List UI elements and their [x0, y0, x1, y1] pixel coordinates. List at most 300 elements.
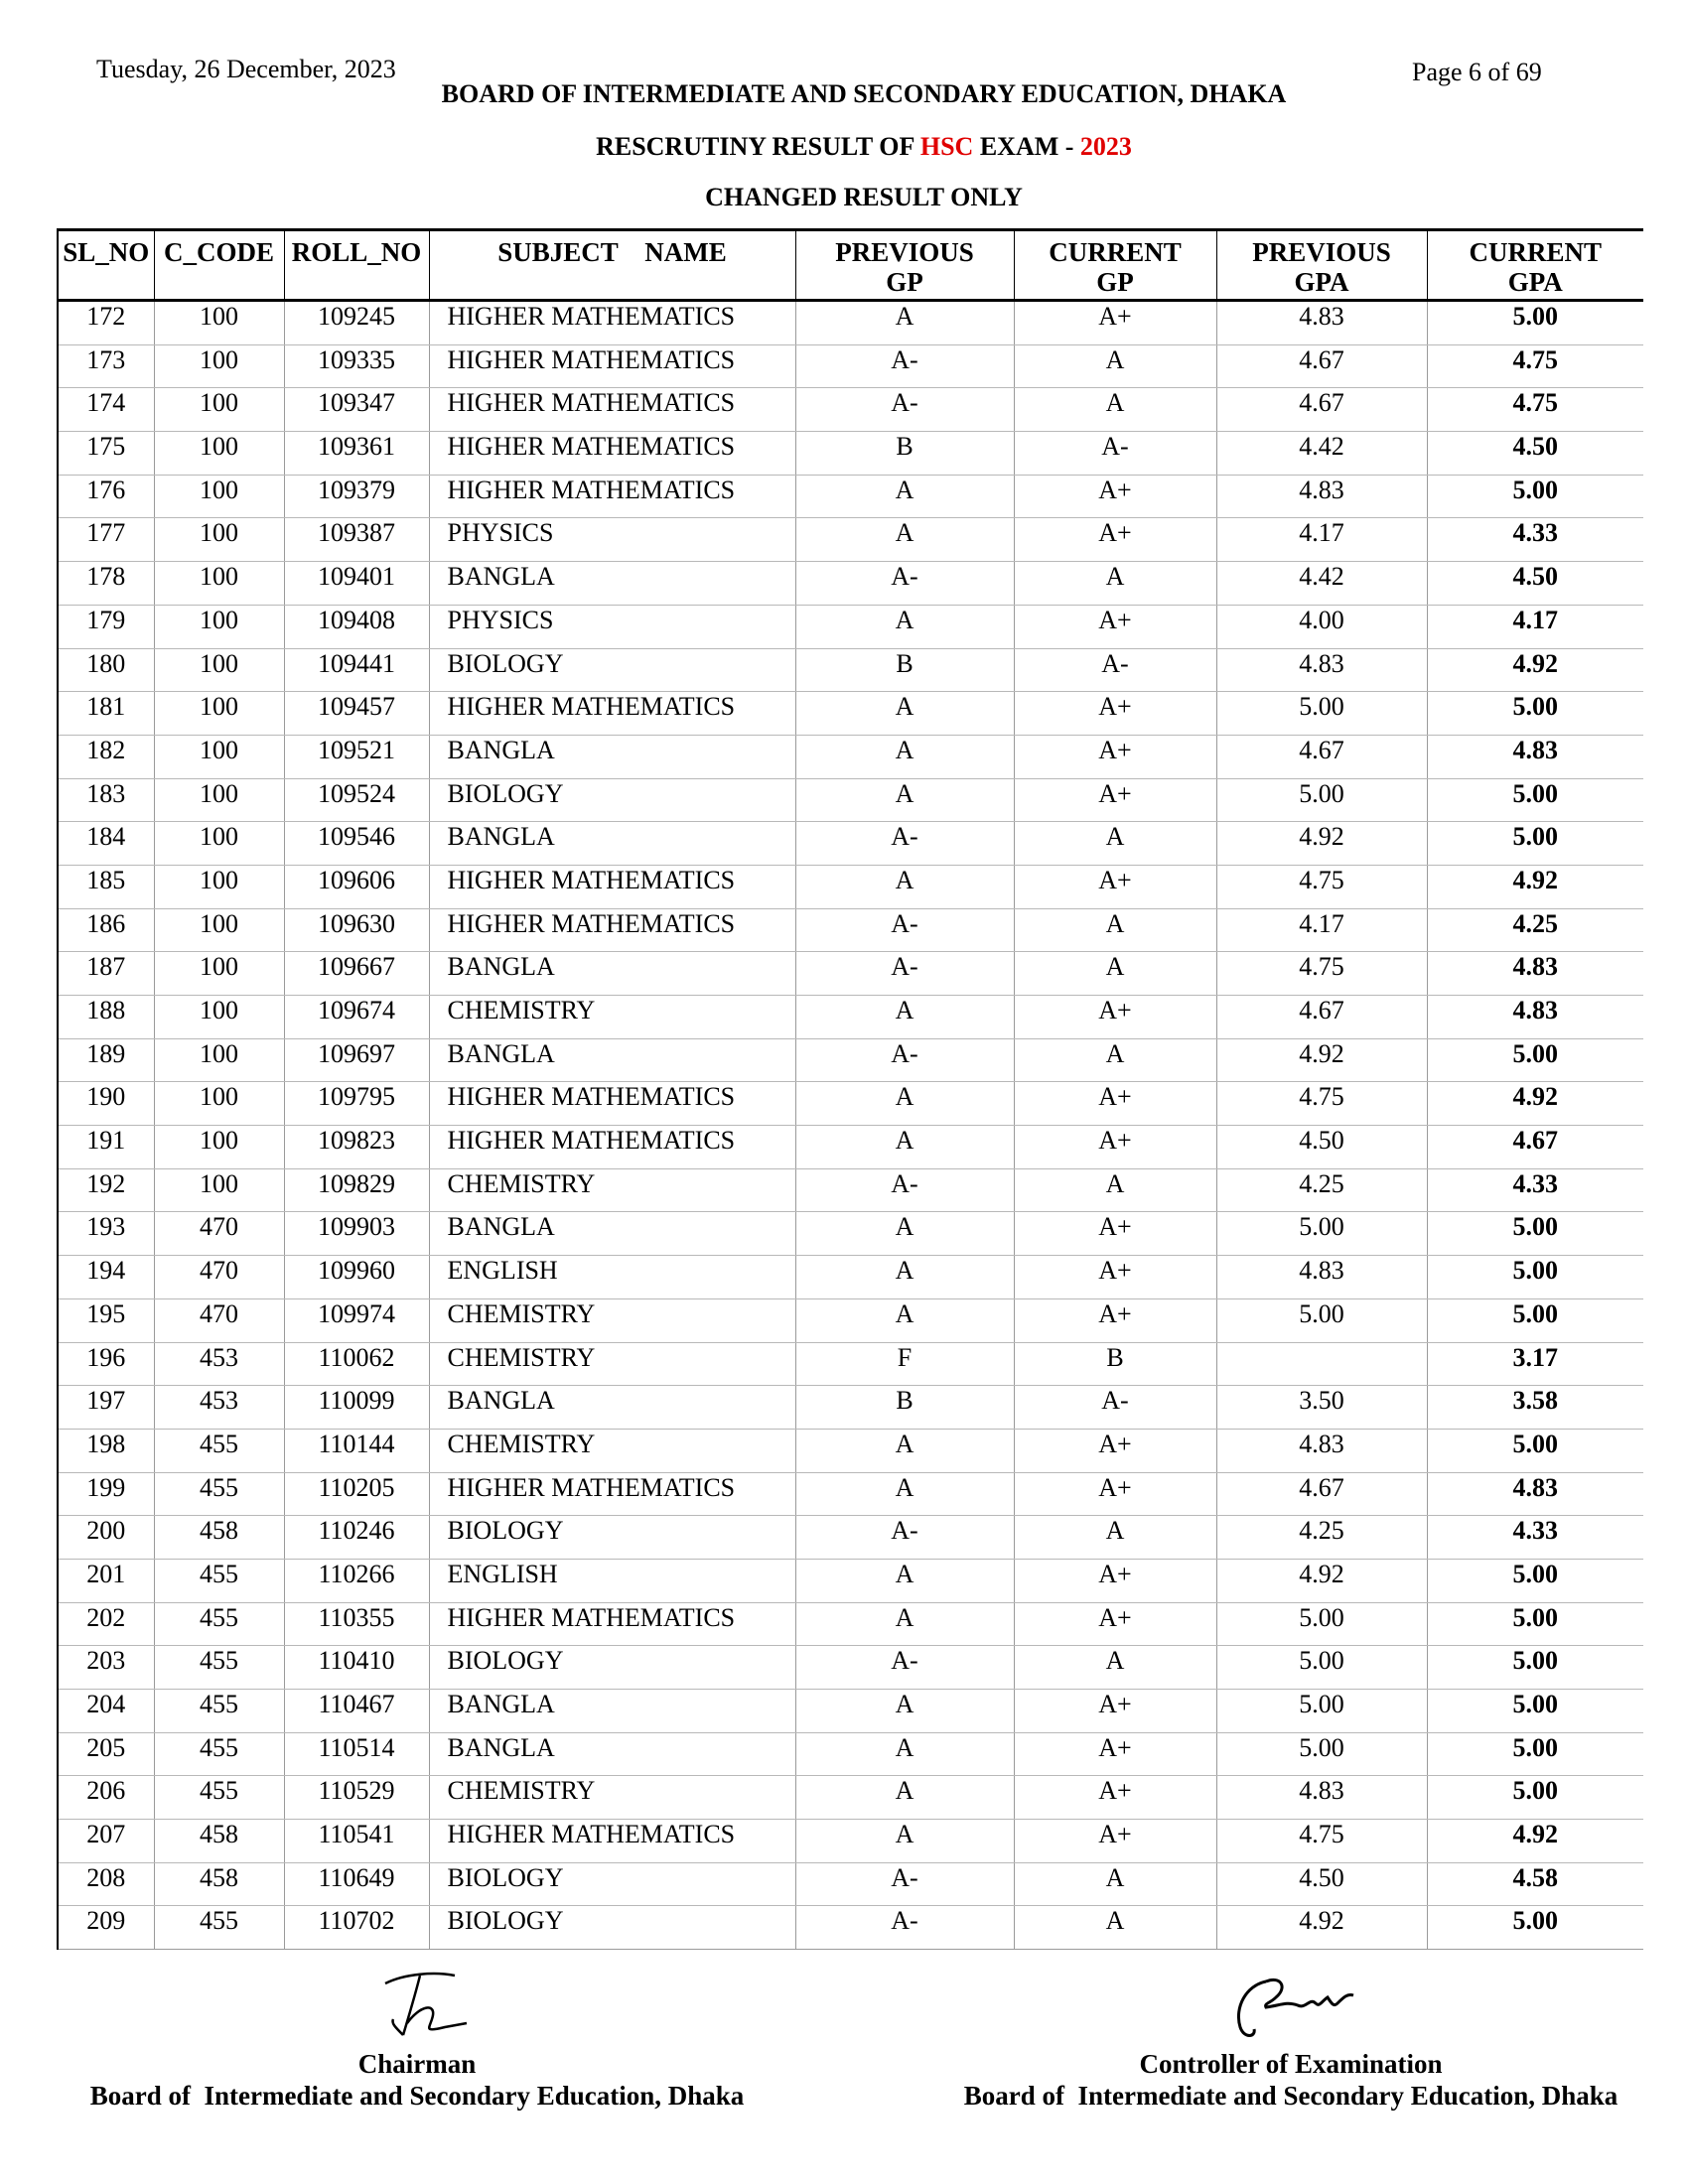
cell-current-gp: A+ [1014, 865, 1216, 908]
cell-roll-no: 109823 [284, 1126, 429, 1169]
cell-previous-gp: A [795, 1602, 1014, 1646]
cell-roll-no: 109974 [284, 1298, 429, 1342]
cell-previous-gp: B [795, 1386, 1014, 1430]
table-row [58, 1776, 1643, 1820]
cell-sl-no: 180 [58, 648, 154, 692]
cell-roll-no: 110355 [284, 1602, 429, 1646]
table-row [58, 562, 1643, 606]
col-header-subject-name: SUBJECT NAME [429, 230, 795, 301]
header-line: GPA [1507, 267, 1563, 297]
cell-sl-no: 209 [58, 1906, 154, 1950]
cell-subject-name: PHYSICS [429, 518, 795, 562]
cell-previous-gpa: 3.50 [1216, 1386, 1427, 1430]
cell-current-gpa: 4.33 [1427, 518, 1643, 562]
cell-sl-no: 188 [58, 996, 154, 1039]
cell-previous-gpa: 4.25 [1216, 1168, 1427, 1212]
cell-previous-gp: A- [795, 908, 1014, 952]
cell-previous-gpa: 4.67 [1216, 388, 1427, 432]
cell-previous-gpa: 4.42 [1216, 562, 1427, 606]
cell-previous-gpa: 4.50 [1216, 1862, 1427, 1906]
cell-subject-name: BIOLOGY [429, 1862, 795, 1906]
cell-sl-no: 196 [58, 1342, 154, 1386]
cell-previous-gp: A- [795, 1038, 1014, 1082]
table-row [58, 388, 1643, 432]
table-row [58, 1646, 1643, 1690]
cell-subject-name: HIGHER MATHEMATICS [429, 1126, 795, 1169]
table-row [58, 1472, 1643, 1516]
cell-roll-no: 110529 [284, 1776, 429, 1820]
cell-sl-no: 197 [58, 1386, 154, 1430]
chairman-signature [365, 1966, 475, 2045]
cell-c-code: 453 [154, 1386, 284, 1430]
cell-current-gp: A+ [1014, 1472, 1216, 1516]
cell-sl-no: 201 [58, 1559, 154, 1602]
table-row [58, 1906, 1643, 1950]
table-row [58, 1690, 1643, 1733]
cell-current-gpa: 4.75 [1427, 388, 1643, 432]
cell-current-gp: A [1014, 1646, 1216, 1690]
cell-previous-gpa: 5.00 [1216, 1732, 1427, 1776]
cell-current-gp: A [1014, 952, 1216, 996]
cell-subject-name: BANGLA [429, 562, 795, 606]
cell-current-gp: A [1014, 822, 1216, 866]
table-row [58, 865, 1643, 908]
cell-previous-gp: F [795, 1342, 1014, 1386]
cell-subject-name: BANGLA [429, 1038, 795, 1082]
cell-sl-no: 191 [58, 1126, 154, 1169]
cell-roll-no: 110514 [284, 1732, 429, 1776]
cell-current-gpa: 3.58 [1427, 1386, 1643, 1430]
cell-sl-no: 207 [58, 1820, 154, 1863]
cell-roll-no: 109245 [284, 301, 429, 345]
cell-sl-no: 204 [58, 1690, 154, 1733]
cell-current-gp: A [1014, 1906, 1216, 1950]
table-row [58, 432, 1643, 476]
controller-title: Controller of Examination [1139, 2049, 1443, 2079]
cell-sl-no: 202 [58, 1602, 154, 1646]
cell-previous-gpa: 4.75 [1216, 1820, 1427, 1863]
page-number: Page 6 of 69 [1412, 58, 1542, 86]
cell-current-gp: A+ [1014, 1559, 1216, 1602]
cell-roll-no: 109960 [284, 1256, 429, 1299]
cell-sl-no: 190 [58, 1082, 154, 1126]
cell-subject-name: BANGLA [429, 1690, 795, 1733]
cell-current-gpa: 4.50 [1427, 562, 1643, 606]
col-header-sl-no: SL_NO [58, 230, 154, 301]
cell-current-gpa: 3.17 [1427, 1342, 1643, 1386]
cell-c-code: 455 [154, 1559, 284, 1602]
table-row [58, 908, 1643, 952]
header-line: GPA [1294, 267, 1349, 297]
cell-roll-no: 109697 [284, 1038, 429, 1082]
cell-current-gp: A+ [1014, 1820, 1216, 1863]
cell-c-code: 458 [154, 1862, 284, 1906]
cell-subject-name: BIOLOGY [429, 1906, 795, 1950]
cell-previous-gp: A- [795, 1862, 1014, 1906]
header-line: GP [1096, 267, 1134, 297]
cell-roll-no: 109667 [284, 952, 429, 996]
cell-sl-no: 177 [58, 518, 154, 562]
cell-subject-name: BANGLA [429, 735, 795, 778]
cell-roll-no: 109441 [284, 648, 429, 692]
table-row [58, 1386, 1643, 1430]
cell-current-gpa: 5.00 [1427, 1256, 1643, 1299]
cell-sl-no: 193 [58, 1212, 154, 1256]
header-line: CURRENT [1469, 237, 1602, 267]
cell-sl-no: 194 [58, 1256, 154, 1299]
cell-current-gp: A+ [1014, 518, 1216, 562]
col-header-previous-gp [795, 230, 1014, 301]
cell-sl-no: 189 [58, 1038, 154, 1082]
cell-subject-name: BIOLOGY [429, 648, 795, 692]
cell-roll-no: 110467 [284, 1690, 429, 1733]
cell-previous-gpa: 4.17 [1216, 908, 1427, 952]
cell-sl-no: 178 [58, 562, 154, 606]
cell-current-gpa: 4.25 [1427, 908, 1643, 952]
cell-sl-no: 199 [58, 1472, 154, 1516]
cell-sl-no: 174 [58, 388, 154, 432]
cell-subject-name: HIGHER MATHEMATICS [429, 1472, 795, 1516]
cell-previous-gpa: 4.83 [1216, 1256, 1427, 1299]
cell-sl-no: 185 [58, 865, 154, 908]
cell-subject-name: HIGHER MATHEMATICS [429, 1082, 795, 1126]
cell-current-gpa: 5.00 [1427, 1906, 1643, 1950]
cell-previous-gpa: 5.00 [1216, 1646, 1427, 1690]
cell-c-code: 455 [154, 1472, 284, 1516]
cell-current-gp: A [1014, 1168, 1216, 1212]
cell-current-gpa: 4.50 [1427, 432, 1643, 476]
cell-current-gpa: 4.83 [1427, 735, 1643, 778]
cell-subject-name: HIGHER MATHEMATICS [429, 865, 795, 908]
cell-c-code: 455 [154, 1429, 284, 1472]
cell-current-gpa: 4.92 [1427, 648, 1643, 692]
cell-previous-gpa: 5.00 [1216, 778, 1427, 822]
cell-previous-gpa: 5.00 [1216, 1212, 1427, 1256]
table-row [58, 1862, 1643, 1906]
cell-previous-gpa: 4.83 [1216, 301, 1427, 345]
cell-roll-no: 110266 [284, 1559, 429, 1602]
col-header-previous-gpa [1216, 230, 1427, 301]
cell-current-gp: A+ [1014, 1082, 1216, 1126]
cell-current-gp: A+ [1014, 1126, 1216, 1169]
cell-previous-gpa: 4.83 [1216, 475, 1427, 518]
cell-current-gp: A [1014, 1862, 1216, 1906]
table-row [58, 822, 1643, 866]
cell-previous-gpa: 4.17 [1216, 518, 1427, 562]
table-row [58, 1038, 1643, 1082]
cell-roll-no: 109335 [284, 344, 429, 388]
cell-previous-gp: A- [795, 1906, 1014, 1950]
cell-previous-gpa: 4.75 [1216, 952, 1427, 996]
cell-c-code: 470 [154, 1298, 284, 1342]
cell-previous-gp: B [795, 432, 1014, 476]
cell-sl-no: 186 [58, 908, 154, 952]
cell-current-gp: A+ [1014, 301, 1216, 345]
cell-previous-gp: A [795, 778, 1014, 822]
chairman-signature-block [60, 2048, 774, 2112]
cell-previous-gp: A [795, 1298, 1014, 1342]
cell-subject-name: CHEMISTRY [429, 1342, 795, 1386]
table-row [58, 1429, 1643, 1472]
cell-current-gpa: 4.17 [1427, 605, 1643, 648]
cell-previous-gp: A [795, 1256, 1014, 1299]
cell-previous-gp: A [795, 1429, 1014, 1472]
cell-subject-name: CHEMISTRY [429, 1776, 795, 1820]
cell-subject-name: HIGHER MATHEMATICS [429, 388, 795, 432]
cell-current-gp: A+ [1014, 1298, 1216, 1342]
cell-subject-name: ENGLISH [429, 1559, 795, 1602]
cell-current-gpa: 5.00 [1427, 692, 1643, 736]
cell-sl-no: 176 [58, 475, 154, 518]
result-title-prefix: RESCRUTINY RESULT OF [596, 132, 920, 161]
cell-subject-name: HIGHER MATHEMATICS [429, 692, 795, 736]
cell-previous-gp: A [795, 1732, 1014, 1776]
table-row [58, 475, 1643, 518]
cell-previous-gp: A [795, 1212, 1014, 1256]
cell-previous-gp: A- [795, 1168, 1014, 1212]
cell-c-code: 100 [154, 735, 284, 778]
table-row [58, 692, 1643, 736]
header-line: CURRENT [1049, 237, 1182, 267]
cell-current-gpa: 5.00 [1427, 778, 1643, 822]
cell-c-code: 455 [154, 1776, 284, 1820]
cell-previous-gpa: 4.83 [1216, 648, 1427, 692]
cell-roll-no: 109630 [284, 908, 429, 952]
cell-previous-gp: A- [795, 1516, 1014, 1560]
col-header-current-gp [1014, 230, 1216, 301]
table-body [58, 301, 1643, 1950]
table-row [58, 735, 1643, 778]
chairman-title: Chairman [357, 2049, 477, 2079]
cell-roll-no: 110702 [284, 1906, 429, 1950]
cell-previous-gp: A [795, 1126, 1014, 1169]
cell-subject-name: HIGHER MATHEMATICS [429, 432, 795, 476]
cell-sl-no: 175 [58, 432, 154, 476]
cell-roll-no: 109408 [284, 605, 429, 648]
cell-subject-name: HIGHER MATHEMATICS [429, 1602, 795, 1646]
cell-sl-no: 198 [58, 1429, 154, 1472]
header-line: PREVIOUS [835, 237, 974, 267]
cell-c-code: 100 [154, 952, 284, 996]
cell-c-code: 100 [154, 996, 284, 1039]
cell-roll-no: 109546 [284, 822, 429, 866]
cell-current-gpa: 5.00 [1427, 1038, 1643, 1082]
table-row [58, 1082, 1643, 1126]
cell-roll-no: 109401 [284, 562, 429, 606]
cell-previous-gpa: 4.67 [1216, 1472, 1427, 1516]
cell-current-gpa: 5.00 [1427, 1646, 1643, 1690]
cell-c-code: 455 [154, 1906, 284, 1950]
cell-previous-gp: A [795, 735, 1014, 778]
cell-previous-gpa: 5.00 [1216, 1602, 1427, 1646]
cell-subject-name: HIGHER MATHEMATICS [429, 344, 795, 388]
cell-current-gp: A- [1014, 1386, 1216, 1430]
cell-c-code: 470 [154, 1212, 284, 1256]
table-row [58, 1732, 1643, 1776]
cell-current-gp: A+ [1014, 1776, 1216, 1820]
cell-subject-name: BIOLOGY [429, 1646, 795, 1690]
table-row [58, 1126, 1643, 1169]
cell-previous-gp: A [795, 1472, 1014, 1516]
cell-subject-name: HIGHER MATHEMATICS [429, 1820, 795, 1863]
cell-c-code: 100 [154, 605, 284, 648]
cell-current-gp: A+ [1014, 1429, 1216, 1472]
header-line: GP [886, 267, 923, 297]
cell-previous-gpa: 4.25 [1216, 1516, 1427, 1560]
cell-c-code: 455 [154, 1602, 284, 1646]
cell-current-gpa: 4.75 [1427, 344, 1643, 388]
cell-roll-no: 109521 [284, 735, 429, 778]
cell-current-gpa: 5.00 [1427, 1690, 1643, 1733]
table-row [58, 301, 1643, 345]
cell-current-gpa: 5.00 [1427, 1776, 1643, 1820]
cell-previous-gpa: 4.92 [1216, 822, 1427, 866]
cell-previous-gpa: 4.67 [1216, 344, 1427, 388]
cell-current-gp: A [1014, 562, 1216, 606]
cell-current-gp: A+ [1014, 996, 1216, 1039]
cell-c-code: 100 [154, 562, 284, 606]
cell-c-code: 100 [154, 301, 284, 345]
cell-previous-gpa: 4.00 [1216, 605, 1427, 648]
cell-current-gpa: 5.00 [1427, 1732, 1643, 1776]
cell-previous-gpa: 4.92 [1216, 1906, 1427, 1950]
cell-previous-gpa: 4.75 [1216, 865, 1427, 908]
result-title-mid: EXAM - [973, 132, 1080, 161]
cell-c-code: 100 [154, 388, 284, 432]
cell-sl-no: 183 [58, 778, 154, 822]
cell-roll-no: 109524 [284, 778, 429, 822]
cell-roll-no: 109795 [284, 1082, 429, 1126]
cell-current-gp: A+ [1014, 475, 1216, 518]
cell-current-gpa: 5.00 [1427, 1429, 1643, 1472]
cell-roll-no: 110205 [284, 1472, 429, 1516]
cell-c-code: 455 [154, 1732, 284, 1776]
cell-current-gpa: 5.00 [1427, 301, 1643, 345]
cell-previous-gp: A [795, 692, 1014, 736]
cell-roll-no: 110410 [284, 1646, 429, 1690]
controller-signature-block [933, 2048, 1648, 2112]
cell-current-gpa: 4.33 [1427, 1516, 1643, 1560]
cell-roll-no: 109606 [284, 865, 429, 908]
cell-sl-no: 208 [58, 1862, 154, 1906]
cell-c-code: 100 [154, 1082, 284, 1126]
cell-roll-no: 110649 [284, 1862, 429, 1906]
cell-current-gp: A [1014, 344, 1216, 388]
cell-previous-gpa: 4.83 [1216, 1429, 1427, 1472]
cell-previous-gp: A- [795, 388, 1014, 432]
table-row [58, 648, 1643, 692]
cell-previous-gpa: 4.75 [1216, 1082, 1427, 1126]
cell-current-gpa: 5.00 [1427, 1602, 1643, 1646]
cell-subject-name: HIGHER MATHEMATICS [429, 908, 795, 952]
cell-sl-no: 173 [58, 344, 154, 388]
cell-c-code: 100 [154, 1126, 284, 1169]
cell-previous-gp: A- [795, 1646, 1014, 1690]
cell-subject-name: BIOLOGY [429, 778, 795, 822]
cell-sl-no: 192 [58, 1168, 154, 1212]
cell-previous-gpa: 4.92 [1216, 1559, 1427, 1602]
table-row [58, 1212, 1643, 1256]
cell-previous-gp: A [795, 865, 1014, 908]
cell-previous-gp: A- [795, 562, 1014, 606]
table-row [58, 518, 1643, 562]
cell-current-gpa: 5.00 [1427, 1298, 1643, 1342]
table-row [58, 1516, 1643, 1560]
cell-current-gp: A [1014, 1038, 1216, 1082]
cell-previous-gp: A [795, 518, 1014, 562]
exam-year: 2023 [1079, 132, 1132, 161]
cell-sl-no: 203 [58, 1646, 154, 1690]
cell-current-gpa: 4.67 [1427, 1126, 1643, 1169]
cell-c-code: 100 [154, 518, 284, 562]
cell-previous-gp: A [795, 1690, 1014, 1733]
cell-c-code: 100 [154, 648, 284, 692]
cell-subject-name: CHEMISTRY [429, 1168, 795, 1212]
cell-c-code: 458 [154, 1516, 284, 1560]
cell-current-gp: A+ [1014, 692, 1216, 736]
print-date: Tuesday, 26 December, 2023 [96, 55, 396, 83]
cell-subject-name: BANGLA [429, 1386, 795, 1430]
cell-current-gp: A [1014, 1516, 1216, 1560]
table-row [58, 778, 1643, 822]
cell-current-gpa: 5.00 [1427, 475, 1643, 518]
cell-current-gpa: 4.83 [1427, 996, 1643, 1039]
cell-current-gp: A+ [1014, 1256, 1216, 1299]
cell-current-gp: A+ [1014, 735, 1216, 778]
cell-subject-name: CHEMISTRY [429, 1429, 795, 1472]
cell-c-code: 100 [154, 822, 284, 866]
cell-subject-name: BANGLA [429, 822, 795, 866]
cell-c-code: 100 [154, 692, 284, 736]
cell-previous-gp: A [795, 1082, 1014, 1126]
cell-roll-no: 109903 [284, 1212, 429, 1256]
cell-c-code: 100 [154, 475, 284, 518]
cell-subject-name: HIGHER MATHEMATICS [429, 475, 795, 518]
cell-subject-name: CHEMISTRY [429, 1298, 795, 1342]
cell-sl-no: 179 [58, 605, 154, 648]
table-row [58, 1559, 1643, 1602]
cell-subject-name: BIOLOGY [429, 1516, 795, 1560]
cell-current-gpa: 4.83 [1427, 1472, 1643, 1516]
cell-roll-no: 109387 [284, 518, 429, 562]
cell-current-gpa: 5.00 [1427, 822, 1643, 866]
cell-sl-no: 187 [58, 952, 154, 996]
cell-current-gpa: 4.92 [1427, 1082, 1643, 1126]
cell-c-code: 455 [154, 1690, 284, 1733]
cell-current-gp: A- [1014, 648, 1216, 692]
cell-previous-gpa: 5.00 [1216, 1690, 1427, 1733]
table-row [58, 1602, 1643, 1646]
cell-subject-name: BANGLA [429, 1732, 795, 1776]
table-row [58, 605, 1643, 648]
cell-current-gp: A [1014, 908, 1216, 952]
table-row [58, 952, 1643, 996]
cell-roll-no: 109829 [284, 1168, 429, 1212]
cell-previous-gp: A- [795, 822, 1014, 866]
cell-current-gp: A [1014, 388, 1216, 432]
cell-sl-no: 182 [58, 735, 154, 778]
cell-sl-no: 172 [58, 301, 154, 345]
cell-previous-gpa: 4.42 [1216, 432, 1427, 476]
cell-current-gp: A+ [1014, 605, 1216, 648]
cell-current-gpa: 4.33 [1427, 1168, 1643, 1212]
cell-previous-gpa: 4.92 [1216, 1038, 1427, 1082]
cell-current-gp: A+ [1014, 778, 1216, 822]
cell-roll-no: 110144 [284, 1429, 429, 1472]
cell-current-gpa: 4.92 [1427, 865, 1643, 908]
table-row [58, 1298, 1643, 1342]
cell-c-code: 100 [154, 432, 284, 476]
